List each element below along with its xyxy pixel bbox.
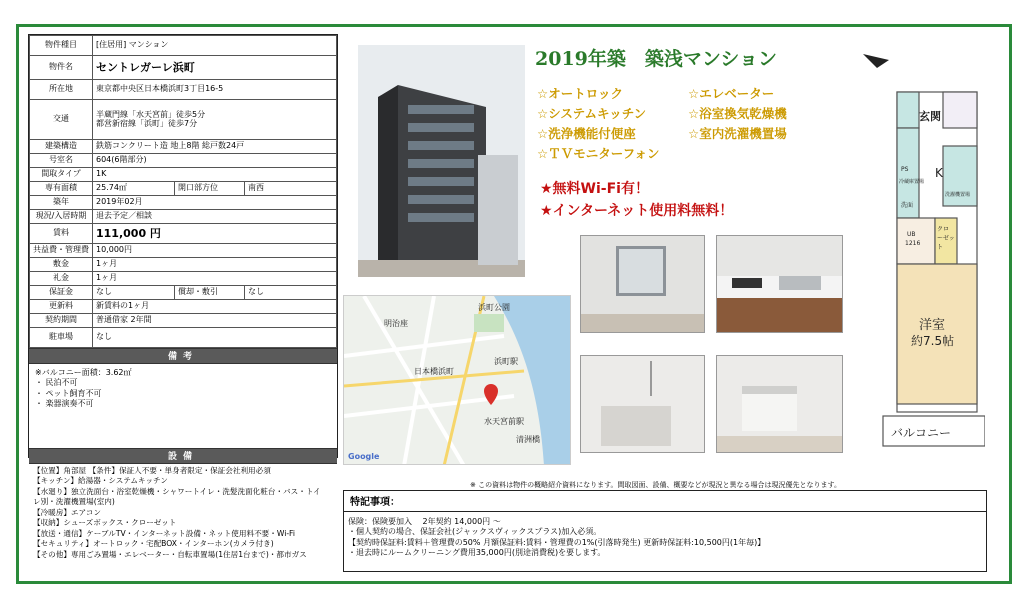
map-label: 水天宮前駅	[484, 417, 524, 426]
table-row: 号室名 604(6階部分)	[30, 154, 337, 168]
feature-autolock: ☆オートロック	[537, 86, 623, 101]
table-row: 間取タイプ 1K	[30, 168, 337, 182]
map-label: 明治座	[384, 319, 408, 328]
remarks-body: ※バルコニー面積：3.62㎡ ・ 民泊不可 ・ ペット飼育不可 ・ 楽器演奏不可	[35, 368, 132, 409]
table-row: 現況/入居時期 退去予定／相談	[30, 210, 337, 224]
photo-kitchen	[716, 235, 843, 333]
table-row: 物件名 セントレガーレ浜町	[30, 56, 337, 80]
equipment-heading: 設備	[29, 448, 337, 464]
table-row: 駐車場 なし	[30, 328, 337, 348]
kitchen-label: K	[935, 166, 943, 180]
disclaimer: ※ この資料は物件の概略紹介資料になります。間取図面、設備、概要などが現況と異なる場合は現況優先となります。	[470, 481, 841, 489]
genkan-label: 玄関	[919, 110, 941, 123]
special-notes-heading: 特記事項：	[350, 497, 400, 508]
photo-room-window	[580, 235, 705, 333]
special-notes-body: 保険：保険要加入 2年契約 14,000円 ～ ・個人契約の場合、保証会社(ジャックスヴィックスプラス)加入必須。 【契約時保証料:賃料＋管理費の50% 月額保証料:賃料・管理費の1%(引落時発生) 更新時保証料:10,500円(1年毎)】 ・退去時にルームクリーニング費用35,000円(別途消費税)を要します。	[348, 517, 766, 558]
closet-label: クローゼット	[937, 226, 955, 251]
remarks-heading: 備考	[29, 348, 337, 364]
equipment-body: 【位置】角部屋 【条件】保証人不要・単身者限定・保証会社利用必須 【キッチン】給湯器・システムキッチン 【水廻り】独立洗面台・浴室乾燥機・シャワートイレ・洗髪洗面化粧台・バス・トイ レ別・洗濯機置場(室内) 【冷暖房】エアコン 【収納】シューズボックス・クローゼット 【放送・通信】ケーブルTV・インターネット設備・ネット使用料不要・Wi-Fi 【セキュリティ】オートロック・宅配BOX・インターホン(カメラ付き) 【その他】専用ごみ置場・エレベーター・自転車置場(1住居1台まで)・都市ガス	[33, 466, 321, 559]
building-photo	[358, 45, 525, 277]
location-map	[343, 295, 571, 465]
free-wifi-notice: ★無料Wi-Fi有！	[540, 181, 649, 197]
fridge-label: 冷蔵庫置場	[899, 179, 925, 185]
map-google-logo: Google	[348, 452, 380, 461]
table-row: 契約期間 普通借家 2年間	[30, 314, 337, 328]
map-label: 日本橋浜町	[414, 367, 454, 376]
table-row: 交通 半蔵門線「水天宮前」徒歩5分 都営新宿線「浜町」徒歩7分	[30, 100, 337, 140]
table-row: 保証金 なし 償却・敷引 なし	[30, 286, 337, 300]
map-label: 浜町駅	[494, 357, 518, 366]
map-label: 清洲橋	[516, 435, 540, 444]
table-row: 賃料 111,000 円	[30, 224, 337, 244]
table-row: 敷金 1ヶ月	[30, 258, 337, 272]
photo-bathroom	[580, 355, 705, 453]
free-internet-notice: ★インターネット使用料無料！	[540, 203, 734, 219]
floor-plan	[855, 46, 985, 456]
table-row: 建築構造 鉄筋コンクリート造 地上8階 総戸数24戸	[30, 140, 337, 154]
feature-washlet: ☆洗浄機能付便座	[537, 126, 636, 141]
feature-bath-dryer: ☆浴室換気乾燥機	[688, 106, 787, 121]
property-table	[29, 35, 337, 348]
wash-label: 洗面	[901, 202, 914, 209]
ps-label: PS	[901, 166, 909, 173]
table-row: 更新料 新賃料の1ヶ月	[30, 300, 337, 314]
table-row: 共益費・管理費 10,000円	[30, 244, 337, 258]
table-row: 築年 2019年02月	[30, 196, 337, 210]
table-row: 物件種目 [住居用] マンション	[30, 36, 337, 56]
balcony-label: バルコニー	[891, 426, 952, 440]
room-label: 洋室	[919, 318, 946, 333]
photo-washroom	[716, 355, 843, 453]
ub-size-label: 1216	[905, 240, 921, 247]
ub-label: UB	[907, 231, 916, 238]
table-row: 所在地 東京都中央区日本橋浜町3丁目16-5	[30, 80, 337, 100]
headline-title: 2019年築 築浅マンション	[535, 48, 778, 70]
feature-laundry-space: ☆室内洗濯機置場	[688, 126, 787, 141]
table-row: 専有面積 25.74㎡ 開口部方位 南西	[30, 182, 337, 196]
special-notes	[343, 490, 987, 572]
room-size-label: 約7.5帖	[911, 334, 955, 348]
table-row: 礼金 1ヶ月	[30, 272, 337, 286]
feature-elevator: ☆エレベーター	[688, 86, 775, 101]
special-notes-divider	[344, 511, 986, 512]
map-label: 浜町公園	[478, 303, 510, 312]
feature-system-kitchen: ☆システムキッチン	[537, 106, 647, 121]
washer-label: 洗濯機置場	[945, 192, 971, 198]
feature-tv-intercom: ☆ＴＶモニターフォン	[537, 146, 660, 161]
property-info-sheet	[28, 34, 338, 559]
